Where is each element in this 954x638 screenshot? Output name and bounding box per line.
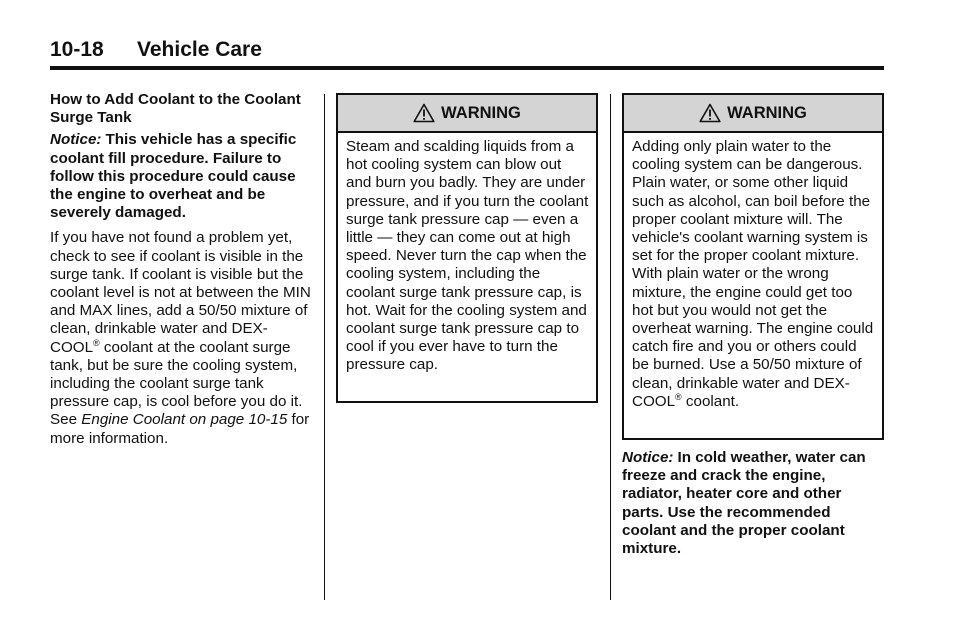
page-number: 10-18: [50, 38, 104, 61]
notice-text: In cold weather, water can freeze and crack the engine, radiator, heater core and other parts. Use the recommended coolant and the proper coolant mixture.: [622, 449, 866, 558]
left-column: [50, 91, 312, 448]
column-divider: [324, 94, 325, 600]
notice-label: Notice:: [622, 449, 674, 466]
notice: [50, 131, 312, 222]
right-notice: [622, 449, 884, 565]
warning-text-part: Adding only plain water to the cooling system can be dangerous. Plain water, or some other liquid such as alcohol, can boil before the proper coolant mixture will. The vehicle's coolant warning system is set for the proper coolant mixture. With plain water or the wrong mixture, the engine could get too hot but you would not get the overheat warning. The engine could catch fire and you or others could be burned. Use a 50/50 mixture of clean, drinkable water and DEX-COOL: [632, 138, 874, 410]
chapter-title: Vehicle Care: [137, 38, 262, 61]
page-header: [50, 38, 884, 70]
warning-box: [336, 93, 598, 403]
warning-box: [622, 93, 884, 440]
body-text: for more information.: [50, 411, 310, 447]
warning-triangle-icon: [699, 103, 721, 123]
column-divider: [610, 94, 611, 600]
warning-header: [338, 95, 596, 133]
registered-mark: ®: [675, 391, 682, 402]
notice-label: Notice:: [50, 131, 102, 149]
warning-text-part: coolant.: [681, 392, 740, 410]
warning-triangle-icon: [413, 103, 435, 123]
section-heading: How to Add Coolant to the Coolant Surge Tank: [50, 91, 301, 127]
body-text: coolant at the coolant surge tank, but be sure the cooling system, including the coolant surge tank pressure cap, is cool before you do it. See: [50, 338, 303, 429]
notice-text: This vehicle has a specific coolant fill procedure. Failure to follow this procedure could cause the engine to overheat and be severely damaged.: [50, 131, 297, 222]
warning-header: [624, 95, 882, 133]
body-text: If you have not found a problem yet, check to see if coolant is visible in the surge tank. If coolant is visible but the coolant level is not at between the MIN and MAX lines, add a 50/50 mixture of clean, drinkable water and DEX-COOL: [50, 229, 311, 356]
warning-title: WARNING: [441, 103, 521, 122]
warning-text: [624, 133, 882, 411]
body-paragraph: [50, 229, 312, 447]
warning-text: Steam and scalding liquids from a hot cooling system can blow out and burn you badly. They are under pressure, and if you turn the coolant surge tank pressure cap — even a little — they can come out at high speed. Never turn the cap when the cooling system, including the coolant surge tank pressure cap, is hot. Wait for the cooling system and coolant surge tank pressure cap to cool if you ever have to turn the pressure cap.: [346, 138, 589, 374]
warning-title: WARNING: [727, 103, 807, 122]
notice: [622, 449, 884, 558]
registered-mark: ®: [93, 337, 100, 348]
cross-reference-link[interactable]: Engine Coolant on page 10-15: [81, 411, 288, 429]
